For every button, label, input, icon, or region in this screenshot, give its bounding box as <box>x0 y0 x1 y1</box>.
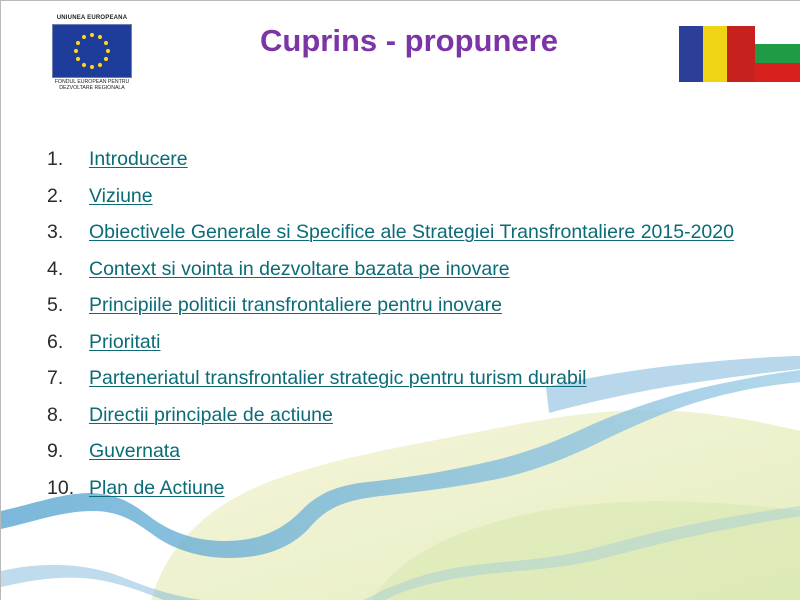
toc-number: 10. <box>47 476 75 499</box>
toc-link-guvernata[interactable]: Guvernata <box>89 440 181 462</box>
toc-link-plan-de-actiune[interactable]: Plan de Actiune <box>89 476 225 499</box>
eu-logo-bottom-text <box>49 79 135 91</box>
toc-number: 5. <box>47 294 64 316</box>
toc-number: 1. <box>47 148 64 170</box>
toc-number: 3. <box>47 221 64 243</box>
romania-blue-stripe <box>679 26 703 82</box>
toc-link-directii[interactable]: Directii principale de actiune <box>89 403 333 426</box>
toc-number: 9. <box>47 440 64 462</box>
bulgaria-red-stripe <box>755 63 800 82</box>
toc-link-parteneriatul[interactable]: Parteneriatul transfrontalier strategic pentru turism durabil <box>89 367 587 389</box>
slide-title: Cuprins - propunere <box>260 23 558 58</box>
eu-logo-bottom-text-line2: DEZVOLTARE REGIONALA <box>59 85 125 92</box>
romania-red-stripe <box>727 26 755 82</box>
bulgaria-white-stripe <box>755 26 800 44</box>
toc-number: 2. <box>47 184 64 207</box>
toc-link-principiile[interactable]: Principiile politicii transfrontaliere pentru inovare <box>89 294 502 316</box>
toc-number: 7. <box>47 367 64 389</box>
toc-number: 8. <box>47 403 64 426</box>
eu-stars-icon <box>53 25 131 77</box>
toc-link-prioritati[interactable]: Prioritati <box>89 330 161 353</box>
eu-logo <box>49 15 135 97</box>
eu-logo-top-text: UNIUNEA EUROPEANA <box>56 15 128 21</box>
romania-bulgaria-flags-icon <box>679 26 800 82</box>
toc-link-viziune[interactable]: Viziune <box>89 184 153 207</box>
toc-link-context[interactable]: Context si vointa in dezvoltare bazata pe inovare <box>89 257 510 280</box>
eu-flag-icon <box>52 24 132 78</box>
toc-number: 6. <box>47 330 64 353</box>
toc-number: 4. <box>47 257 64 280</box>
romania-yellow-stripe <box>703 26 727 82</box>
toc-link-introducere[interactable]: Introducere <box>89 148 188 170</box>
eu-logo-bottom-text-line1: FONDUL EUROPEAN PENTRU <box>54 79 130 85</box>
bulgaria-green-stripe <box>755 44 800 63</box>
toc-link-obiective[interactable]: Obiectivele Generale si Specifice ale Strategiei Transfrontaliere 2015-2020 <box>89 221 734 243</box>
